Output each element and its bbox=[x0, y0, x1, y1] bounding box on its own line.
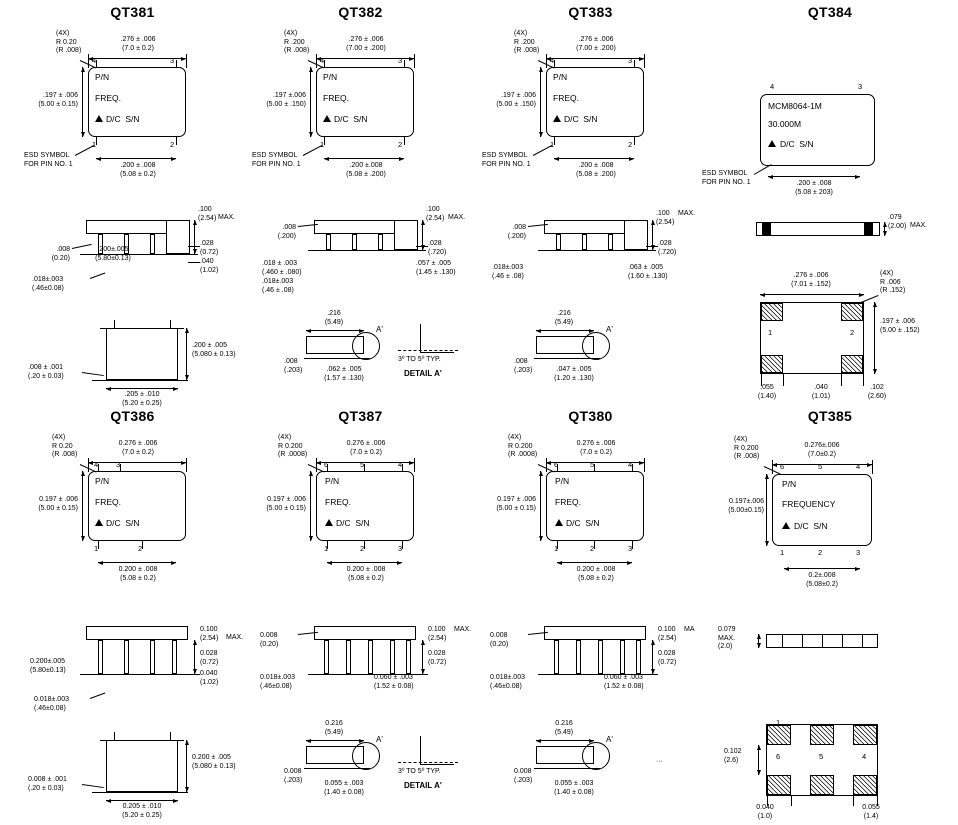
esd-triangle-icon bbox=[325, 519, 333, 526]
qt387-lead bbox=[390, 640, 395, 674]
qt381-lead-d-dim: .018±.003 (.46±0.08) bbox=[32, 276, 64, 292]
package-drawings bbox=[478, 24, 703, 394]
qt384-pad bbox=[841, 303, 863, 321]
qt384-pad bbox=[841, 355, 863, 373]
qt381-span2-dim: .200 ± .005 (5.080 ± 0.13) bbox=[192, 342, 236, 358]
qt384-pitch-dim: .200 ± .008 (5.08 ± 203) bbox=[795, 180, 833, 196]
qt386-pitch-dim: 0.200 ± .008 (5.08 ± 0.2) bbox=[118, 566, 158, 582]
esd-triangle-icon bbox=[553, 115, 561, 122]
qt384-pad bbox=[761, 355, 783, 373]
qt383-detail-thk-dim: .008 (.203) bbox=[514, 358, 533, 374]
qt386-pin-1: 1 bbox=[94, 544, 99, 553]
qt383-lead-d-dim: .018±.003 (.46 ± .08) bbox=[492, 264, 524, 280]
qt387-lead bbox=[406, 640, 411, 674]
qt381-width-dim: .276 ± .006 (7.0 ± 0.2) bbox=[120, 36, 156, 52]
qt387-detail-label: DETAIL A' bbox=[404, 781, 442, 790]
qt383-pin-2: 2 bbox=[628, 140, 633, 149]
qt382-lead bbox=[378, 234, 383, 250]
qt385-pad-4: 4 bbox=[862, 752, 867, 761]
qt382-detail-foot-dim: .062 ± .005 (1.57 ± .130) bbox=[324, 366, 364, 382]
package-drawings bbox=[20, 428, 245, 819]
qt385-pitch-dim: 0.2±.008 (5.08±0.2) bbox=[806, 572, 838, 588]
qt386-lead bbox=[124, 640, 129, 674]
package-title: QT385 bbox=[807, 408, 853, 424]
qt380-height-dim: 0.197 ± .006 (5.00 ± 0.15) bbox=[496, 496, 536, 512]
qt381-lead-width-b: .040 (1.02) bbox=[200, 258, 219, 274]
qt381-corner-radius-note: (4X) R 0.20 (R .008) bbox=[56, 30, 82, 54]
qt382-lead-width-a: .028 (.720) bbox=[428, 240, 447, 256]
esd-triangle-icon bbox=[782, 522, 790, 529]
qt386-standoff-dim: 0.200±.005 (5.80±0.13) bbox=[30, 658, 66, 674]
qt386-mark-pn: P/N bbox=[95, 476, 110, 486]
qt385-pad bbox=[853, 725, 877, 745]
qt380-lead bbox=[554, 640, 559, 674]
qt384-pad-radius-note: (4X) R .006 (R .152) bbox=[880, 270, 906, 294]
qt382-foot-dim: .018±.003 (.46 ± .08) bbox=[262, 278, 294, 294]
qt380-side-body bbox=[544, 626, 646, 640]
esd-triangle-icon bbox=[768, 140, 776, 147]
qt385-pin-6: 6 bbox=[780, 462, 785, 471]
package-title: QT381 bbox=[110, 4, 155, 20]
qt387-pin-6: 6 bbox=[324, 460, 329, 469]
qt380-mark-freq: FREQ. bbox=[555, 497, 581, 507]
qt382-corner-radius-note: (4X) R .200 (R .008) bbox=[284, 30, 310, 54]
qt380-detail-callout: A' bbox=[606, 735, 613, 744]
qt386-pin-3: 3 bbox=[116, 460, 121, 469]
qt386-front-body bbox=[106, 740, 178, 792]
package-title: QT387 bbox=[338, 408, 383, 424]
qt382-detail-label: DETAIL A' bbox=[404, 369, 442, 378]
qt387-corner-radius-note: (4X) R 0.200 (R .0008) bbox=[278, 434, 308, 458]
qt380-pin-5: 5 bbox=[590, 460, 595, 469]
qt384-pin-4: 4 bbox=[770, 82, 775, 91]
qt381-span-dim: .205 ± .010 (5.20 ± 0.25) bbox=[122, 391, 162, 407]
qt381-mark-freq: FREQ. bbox=[95, 93, 121, 103]
qt381-lead-height-max: MAX. bbox=[218, 214, 236, 221]
qt381-front-body bbox=[106, 328, 178, 380]
qt387-detail-angle: 3º TO 5º TYP. bbox=[398, 768, 441, 775]
qt383-lead-width-a: .028 (.720) bbox=[658, 240, 677, 256]
qt382-lead-height-dim: .100 (2.54) bbox=[426, 206, 445, 222]
qt384-mark-dc: D/C S/N bbox=[780, 139, 814, 149]
package-qt381 bbox=[20, 4, 245, 407]
qt380-lead-width-b: 0.060 ± .003 (1.52 ± 0.08) bbox=[604, 674, 644, 690]
qt386-lead-height-max: MAX. bbox=[226, 634, 244, 641]
qt386-lead bbox=[172, 640, 177, 674]
qt381-lead-thk-dim: .008 (0.20) bbox=[51, 246, 70, 262]
qt384-esd-note: ESD SYMBOL FOR PIN NO. 1 bbox=[702, 170, 751, 186]
qt387-pin-2: 2 bbox=[360, 544, 365, 553]
qt382-pin-2: 2 bbox=[398, 140, 403, 149]
qt380-detail-foot-dim: 0.055 ± .003 (1.40 ± 0.08) bbox=[554, 780, 594, 796]
qt381-pin-1: 1 bbox=[92, 140, 97, 149]
qt380-pitch-dim: 0.200 ± .008 (5.08 ± 0.2) bbox=[576, 566, 616, 582]
package-title: QT380 bbox=[568, 408, 613, 424]
qt387-lead-thk-dim: 0.008 (0.20) bbox=[260, 632, 279, 648]
qt381-height-dim: .197 ± .006 (5.00 ± 0.15) bbox=[38, 92, 78, 108]
qt380-lead-width-a: 0.028 (0.72) bbox=[658, 650, 677, 666]
qt387-width-dim: 0.276 ± .006 (7.0 ± 0.2) bbox=[346, 440, 386, 456]
qt381-mark-dc: D/C S/N bbox=[106, 114, 140, 124]
package-qt387 bbox=[248, 408, 473, 808]
qt381-pitch-dim: .200 ± .008 (5.08 ± 0.2) bbox=[120, 162, 156, 178]
qt380-lead-height-max: MA bbox=[684, 626, 695, 633]
esd-triangle-icon bbox=[555, 519, 563, 526]
qt382-height-dim: .197 ±.006 (5.00 ± .150) bbox=[266, 92, 306, 108]
esd-triangle-icon bbox=[323, 115, 331, 122]
qt381-seat-dim: .008 ± .001 (.20 ± 0.03) bbox=[28, 364, 64, 380]
qt385-pad-h-dim: 0.102 (2.6) bbox=[724, 748, 742, 764]
qt387-detail-circle bbox=[352, 742, 380, 770]
qt383-esd-note: ESD SYMBOL FOR PIN NO. 1 bbox=[482, 152, 531, 168]
qt381-lead bbox=[150, 234, 155, 254]
qt386-span-dim: 0.205 ± .010 (5.20 ± 0.25) bbox=[122, 803, 162, 819]
qt387-detail-len-dim: 0.216 (5.49) bbox=[324, 720, 344, 736]
qt387-detail-thk-dim: 0.008 (.203) bbox=[284, 768, 303, 784]
package-title: QT384 bbox=[807, 4, 853, 20]
qt386-lead-height-dim: 0.100 (2.54) bbox=[200, 626, 219, 642]
qt382-lead bbox=[326, 234, 331, 250]
qt384-pad bbox=[761, 303, 783, 321]
qt386-lead bbox=[98, 640, 103, 674]
qt384-thickness-dim: .079 (2.00) bbox=[888, 214, 907, 230]
qt386-corner-radius-note: (4X) R 0.20 (R .008) bbox=[52, 434, 78, 458]
qt382-pin-4: 4 bbox=[320, 56, 325, 65]
qt382-width-dim: .276 ± .006 (7.00 ± .200) bbox=[346, 36, 386, 52]
qt387-lead bbox=[368, 640, 373, 674]
package-qt385 bbox=[710, 408, 950, 820]
package-drawings bbox=[248, 428, 473, 808]
qt385-mark-pn: P/N bbox=[782, 479, 797, 489]
qt387-pin-1: 1 bbox=[324, 544, 329, 553]
qt382-mark-pn: P/N bbox=[323, 72, 338, 82]
qt385-mark-dc: D/C S/N bbox=[794, 521, 828, 531]
qt384-thickness-max: MAX. bbox=[910, 222, 928, 229]
qt382-lead-height-max: MAX. bbox=[448, 214, 466, 221]
qt383-mark-freq: FREQ. bbox=[553, 93, 579, 103]
qt386-side-body bbox=[86, 626, 188, 640]
qt387-detail-callout: A' bbox=[376, 735, 383, 744]
package-title: QT382 bbox=[338, 4, 383, 20]
qt387-lead bbox=[324, 640, 329, 674]
qt385-pin-2: 2 bbox=[818, 548, 823, 557]
qt383-mark-dc: D/C S/N bbox=[564, 114, 598, 124]
qt387-mark-dc: D/C S/N bbox=[336, 518, 370, 528]
qt383-lead-thk-dim: .008 (.200) bbox=[507, 224, 526, 240]
qt380-pin-4: 4 bbox=[628, 460, 633, 469]
qt385-pad-6: 6 bbox=[776, 752, 781, 761]
qt384-side-body bbox=[756, 222, 880, 236]
qt385-corner-radius-note: (4X) R 0.200 (R .008) bbox=[734, 436, 760, 460]
qt384-mark-pn: MCM8064-1M bbox=[768, 101, 822, 111]
qt385-pad-5: 5 bbox=[819, 752, 824, 761]
qt385-pad bbox=[810, 725, 834, 745]
qt380-lead bbox=[636, 640, 641, 674]
qt383-pitch-dim: .200 ± .008 (5.08 ± .200) bbox=[576, 162, 616, 178]
package-qt384 bbox=[702, 4, 950, 400]
qt386-pin-4: 4 bbox=[94, 460, 99, 469]
qt387-side-body bbox=[314, 626, 416, 640]
qt386-height-dim: 0.197 ± .006 (5.00 ± 0.15) bbox=[38, 496, 78, 512]
qt386-lead bbox=[150, 640, 155, 674]
package-qt383 bbox=[478, 4, 703, 394]
qt384-pad-b-dim: .040 (1.01) bbox=[811, 384, 831, 400]
package-drawings bbox=[702, 24, 950, 400]
qt385-pad bbox=[853, 775, 877, 795]
qt386-span2-dim: 0.200 ± .005 (5.080 ± 0.13) bbox=[192, 754, 236, 770]
qt386-pin-2: 2 bbox=[138, 544, 143, 553]
qt380-mark-pn: P/N bbox=[555, 476, 570, 486]
qt380-lead bbox=[620, 640, 625, 674]
qt382-lead-width-b: .057 ± .005 (1.45 ± .130) bbox=[416, 260, 456, 276]
qt382-detail-thk-dim: .008 (.203) bbox=[284, 358, 303, 374]
qt385-pin-3: 3 bbox=[856, 548, 861, 557]
qt380-pin-3: 3 bbox=[628, 544, 633, 553]
qt386-lead-d-dim: 0.018±.003 (.46±0.08) bbox=[34, 696, 69, 712]
qt382-lead-thk-dim: .008 (.200) bbox=[277, 224, 296, 240]
qt380-detail-thk-dim: 0.008 (.203) bbox=[514, 768, 533, 784]
package-drawings bbox=[20, 24, 245, 407]
qt383-detail-len-dim: .216 (5.49) bbox=[554, 310, 574, 326]
qt382-esd-note: ESD SYMBOL FOR PIN NO. 1 bbox=[252, 152, 301, 168]
qt387-lead bbox=[346, 640, 351, 674]
qt382-detail-callout: A' bbox=[376, 325, 383, 334]
qt387-detail-foot-dim: 0.055 ± .003 (1.40 ± 0.08) bbox=[324, 780, 364, 796]
qt381-standoff-dim: .200±.005 (5.80±0.13) bbox=[95, 246, 131, 262]
qt381-lead-height-dim: .100 (2.54) bbox=[198, 206, 217, 222]
qt381-pin-3: 3 bbox=[170, 56, 175, 65]
qt383-lead bbox=[556, 234, 561, 250]
qt385-pad-a-dim: 0.040 (1.0) bbox=[756, 804, 774, 820]
qt385-pad bbox=[767, 725, 791, 745]
qt384-pad-height-dim: .197 ± .006 (5.00 ± .152) bbox=[880, 318, 920, 334]
qt387-lead-height-max: MAX. bbox=[454, 626, 472, 633]
qt383-lead-height-dim: .100 (2.54) bbox=[656, 210, 675, 226]
qt380-lead bbox=[576, 640, 581, 674]
qt386-mark-dc: D/C S/N bbox=[106, 518, 140, 528]
qt382-lead bbox=[352, 234, 357, 250]
qt382-pin-1: 1 bbox=[320, 140, 325, 149]
qt385-thickness-dim: 0.079 MAX. (2.0) bbox=[718, 626, 736, 650]
qt384-pad-c-dim: .102 (2.60) bbox=[867, 384, 887, 400]
qt380-lead-height-dim: 0.100 (2.54) bbox=[658, 626, 677, 642]
qt382-mark-dc: D/C S/N bbox=[334, 114, 368, 124]
qt381-pin-4: 4 bbox=[92, 56, 97, 65]
qt383-pin-1: 1 bbox=[550, 140, 555, 149]
package-qt386 bbox=[20, 408, 245, 819]
qt385-pad bbox=[767, 775, 791, 795]
qt387-lead-width-b: 0.060 ± .003 (1.52 ± 0.08) bbox=[374, 674, 414, 690]
qt387-height-dim: 0.197 ± .006 (5.00 ± 0.15) bbox=[266, 496, 306, 512]
qt381-pin-2: 2 bbox=[170, 140, 175, 149]
qt387-lead-width-a: 0.028 (0.72) bbox=[428, 650, 447, 666]
qt383-lead-width-b: .063 ± .005 (1.60 ± .130) bbox=[628, 264, 668, 280]
package-qt382 bbox=[248, 4, 473, 394]
qt387-pin-3: 3 bbox=[398, 544, 403, 553]
package-drawings bbox=[710, 428, 950, 820]
package-title: QT383 bbox=[568, 4, 613, 20]
qt380-width-dim: 0.276 ± .006 (7.0 ± 0.2) bbox=[576, 440, 616, 456]
qt382-detail-len-dim: .216 (5.49) bbox=[324, 310, 344, 326]
qt385-pad bbox=[810, 775, 834, 795]
qt384-pad-width-dim: .276 ± .006 (7.01 ± .152) bbox=[791, 272, 831, 288]
qt380-pin-2: 2 bbox=[590, 544, 595, 553]
qt383-lead-height-max: MAX. bbox=[678, 210, 696, 217]
qt385-width-dim: 0.276±.006 (7.0±0.2) bbox=[804, 442, 840, 458]
package-qt380 bbox=[478, 408, 703, 808]
qt381-mark-pn: P/N bbox=[95, 72, 110, 82]
qt385-pad-b-dim: 0.055 (1.4) bbox=[862, 804, 880, 820]
qt380-pin-1: 1 bbox=[554, 544, 559, 553]
qt387-lead-d-dim: 0.018±.003 (.46±0.08) bbox=[260, 674, 295, 690]
qt384-pad-2: 2 bbox=[850, 328, 855, 337]
qt385-height-dim: 0.197±.006 (5.00±0.15) bbox=[728, 498, 764, 514]
qt381-lead-width-a: .028 (0.72) bbox=[200, 240, 219, 256]
qt383-lead bbox=[582, 234, 587, 250]
qt387-pin-5: 5 bbox=[360, 460, 365, 469]
esd-triangle-icon bbox=[95, 519, 103, 526]
qt383-height-dim: .197 ± .006 (5.00 ± .150) bbox=[496, 92, 536, 108]
qt382-mark-freq: FREQ. bbox=[323, 93, 349, 103]
qt385-pad-1: 1 bbox=[776, 718, 781, 727]
qt383-lead bbox=[608, 234, 613, 250]
qt380-detail-len-dim: 0.216 (5.49) bbox=[554, 720, 574, 736]
qt386-lead-width-a: 0.028 (0.72) bbox=[200, 650, 219, 666]
qt387-mark-freq: FREQ. bbox=[325, 497, 351, 507]
qt383-detail-circle bbox=[582, 332, 610, 360]
package-drawings bbox=[248, 24, 473, 394]
qt387-pitch-dim: 0.200 ± .008 (5.08 ± 0.2) bbox=[346, 566, 386, 582]
qt387-lead-height-dim: 0.100 (2.54) bbox=[428, 626, 447, 642]
qt380-detail-circle bbox=[582, 742, 610, 770]
qt381-esd-note: ESD SYMBOL FOR PIN NO. 1 bbox=[24, 152, 73, 168]
qt382-detail-angle: 3º TO 5º TYP. bbox=[398, 356, 441, 363]
qt386-seat-dim: 0.008 ± .001 (.20 ± 0.03) bbox=[28, 776, 67, 792]
package-title: QT386 bbox=[110, 408, 155, 424]
qt385-pin-4: 4 bbox=[856, 462, 861, 471]
qt380-corner-radius-note: (4X) R 0.200 (R .0008) bbox=[508, 434, 538, 458]
qt387-pin-4: 4 bbox=[398, 460, 403, 469]
esd-triangle-icon bbox=[95, 115, 103, 122]
qt382-lead-d-dim: .018 ± .003 (.460 ± .080) bbox=[262, 260, 302, 276]
qt380-lead-thk-dim: 0.008 (0.20) bbox=[490, 632, 509, 648]
qt380-detail-ellipsis: ··· bbox=[656, 758, 663, 765]
qt380-lead bbox=[598, 640, 603, 674]
qt380-pin-6: 6 bbox=[554, 460, 559, 469]
qt383-detail-foot-dim: .047 ± .005 (1.20 ± .130) bbox=[554, 366, 594, 382]
qt384-pad-a-dim: .055 (1.40) bbox=[757, 384, 777, 400]
qt385-mark-freq: FREQUENCY bbox=[782, 499, 836, 509]
qt386-mark-freq: FREQ. bbox=[95, 497, 121, 507]
qt386-width-dim: 0.276 ± .006 (7.0 ± 0.2) bbox=[118, 440, 158, 456]
qt383-detail-callout: A' bbox=[606, 325, 613, 334]
qt383-pin-4: 4 bbox=[550, 56, 555, 65]
qt383-corner-radius-note: (4X) R .200 (R .008) bbox=[514, 30, 540, 54]
qt382-detail-circle bbox=[352, 332, 380, 360]
qt386-lead-width-b: 0.040 (1.02) bbox=[200, 670, 219, 686]
qt385-pin-5: 5 bbox=[818, 462, 823, 471]
package-drawings bbox=[478, 428, 703, 808]
qt382-pitch-dim: .200 ±.008 (5.08 ± .200) bbox=[346, 162, 386, 178]
qt383-width-dim: .276 ± .006 (7.00 ± .200) bbox=[576, 36, 616, 52]
qt384-pad-1: 1 bbox=[768, 328, 773, 337]
qt383-mark-pn: P/N bbox=[553, 72, 568, 82]
qt384-pin-3: 3 bbox=[858, 82, 863, 91]
qt382-pin-3: 3 bbox=[398, 56, 403, 65]
qt385-pin-1: 1 bbox=[780, 548, 785, 557]
qt380-mark-dc: D/C S/N bbox=[566, 518, 600, 528]
qt383-pin-3: 3 bbox=[628, 56, 633, 65]
qt384-mark-freq: 30.000M bbox=[768, 119, 802, 129]
qt387-mark-pn: P/N bbox=[325, 476, 340, 486]
qt380-lead-d-dim: 0.018±.003 (.46±0.08) bbox=[490, 674, 525, 690]
